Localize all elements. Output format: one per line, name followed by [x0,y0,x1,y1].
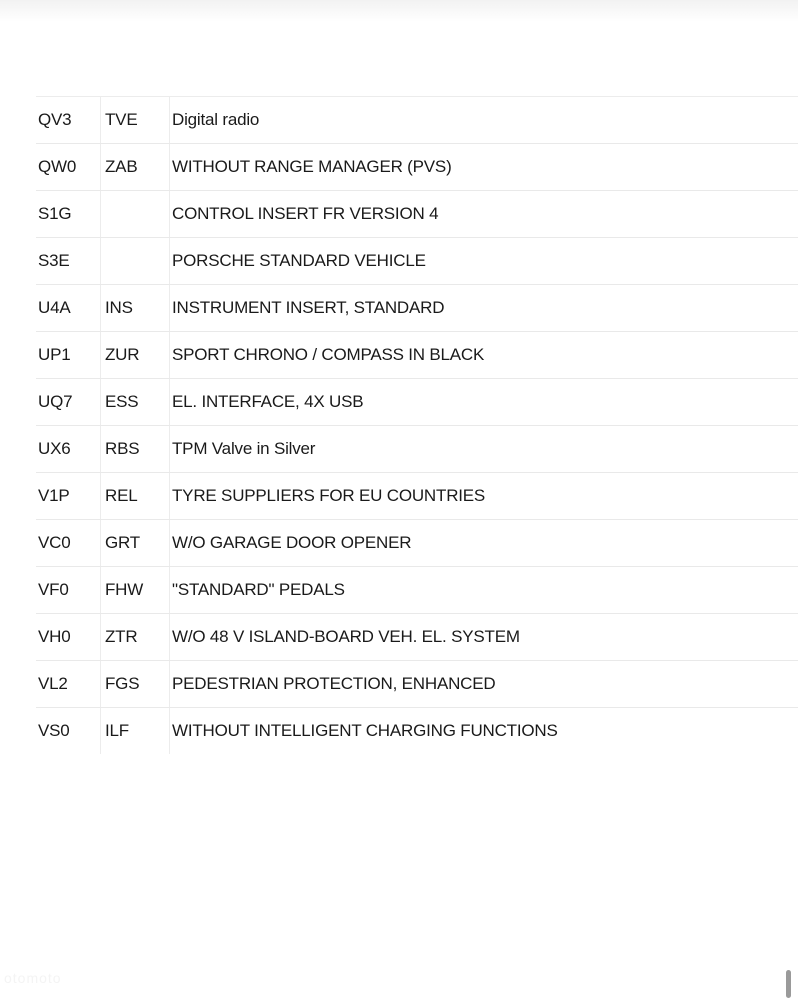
table-row [36,614,798,661]
option-code-cell: UP1 [36,332,101,379]
option-code-cell: S1G [36,191,101,238]
option-description-cell: WITHOUT RANGE MANAGER (PVS) [170,144,798,191]
option-description-cell: PEDESTRIAN PROTECTION, ENHANCED [170,661,798,708]
table-row [36,661,798,708]
table-row [36,191,798,238]
option-description-cell: EL. INTERFACE, 4X USB [170,379,798,426]
option-family-cell: ZUR [101,332,170,379]
table-row [36,97,798,144]
option-description-cell: WITHOUT INTELLIGENT CHARGING FUNCTIONS [172,721,558,740]
option-description-cell: W/O GARAGE DOOR OPENER [170,520,798,567]
table-row [36,285,798,332]
option-family-cell [101,191,170,238]
option-family-cell: GRT [101,520,170,567]
option-code-cell: VC0 [36,520,101,567]
option-family-cell: ZTR [101,614,170,661]
option-code-cell: VS0 [36,708,101,755]
table-row [36,426,798,473]
option-description-cell: TYRE SUPPLIERS FOR EU COUNTRIES [170,473,798,520]
option-family-cell: FGS [101,661,170,708]
table-row [36,708,798,755]
option-description-cell: CONTROL INSERT FR VERSION 4 [170,191,798,238]
option-description-cell: INSTRUMENT INSERT, STANDARD [170,285,798,332]
option-family-cell: REL [101,473,170,520]
scroll-indicator[interactable] [786,970,791,998]
option-family-cell: ILF [101,708,170,755]
option-description-cell: TPM Valve in Silver [170,426,798,473]
table-row [36,520,798,567]
table-row [36,144,798,191]
option-code-cell: QV3 [36,97,101,144]
table-row [36,379,798,426]
option-family-cell: RBS [101,426,170,473]
option-code-cell: VL2 [36,661,101,708]
option-family-cell: ESS [101,379,170,426]
table-row [36,332,798,379]
option-description-cell: "STANDARD" PEDALS [170,567,798,614]
option-description-cell: SPORT CHRONO / COMPASS IN BLACK [170,332,798,379]
option-family-cell: TVE [101,97,170,144]
option-family-cell: INS [101,285,170,332]
option-description-cell: Digital radio [170,97,798,144]
option-family-cell [101,238,170,285]
option-family-cell: FHW [101,567,170,614]
option-code-cell: U4A [36,285,101,332]
option-code-cell: VF0 [36,567,101,614]
option-description-cell: PORSCHE STANDARD VEHICLE [170,238,798,285]
option-code-cell: V1P [36,473,101,520]
option-description-cell: W/O 48 V ISLAND-BOARD VEH. EL. SYSTEM [170,614,798,661]
option-code-cell: UX6 [36,426,101,473]
table-row [36,238,798,285]
option-family-cell: ZAB [101,144,170,191]
option-code-cell: S3E [36,238,101,285]
option-code-cell: VH0 [36,614,101,661]
table-row [36,567,798,614]
table-row [36,473,798,520]
table-body [36,97,798,755]
equipment-options-table [36,96,798,754]
watermark-logo: otomoto [4,970,62,986]
option-code-cell: UQ7 [36,379,101,426]
top-shade [0,0,798,22]
option-code-cell: QW0 [36,144,101,191]
